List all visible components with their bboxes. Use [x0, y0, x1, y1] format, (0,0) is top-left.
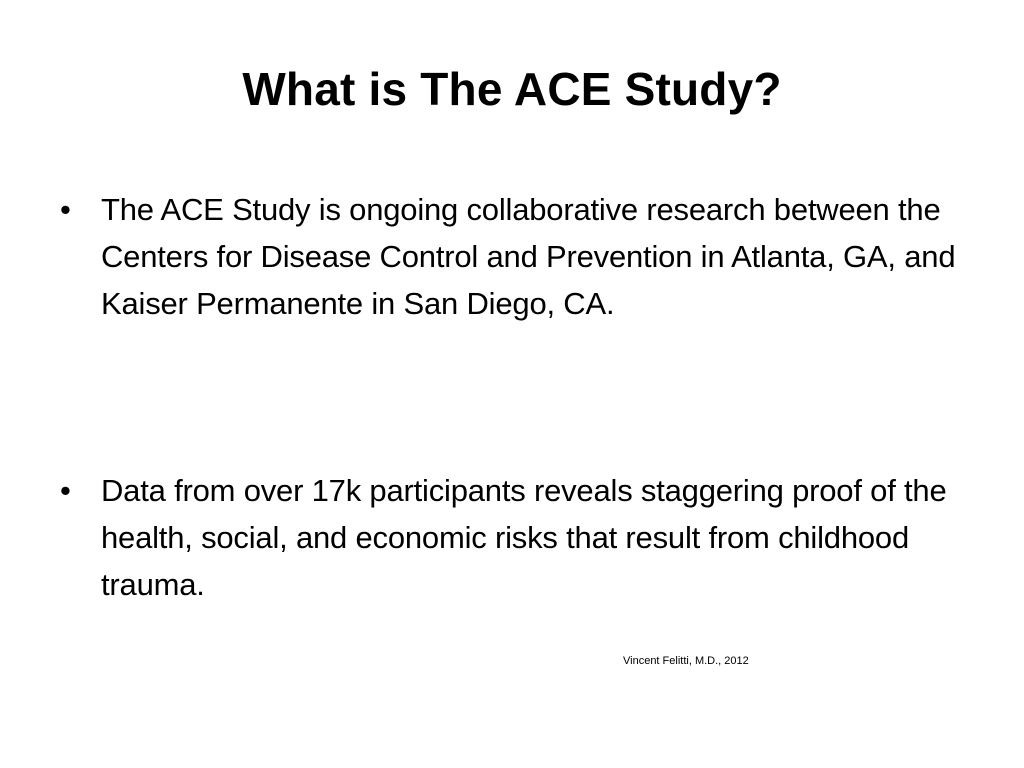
- bullet-text: The ACE Study is ongoing collaborative research between the Centers for Disease Control and Prevention in Atlanta, GA, and Kaiser Permanente in San Diego, CA.: [101, 192, 956, 321]
- slide-title: What is The ACE Study?: [242, 63, 782, 115]
- bullet-list: [60, 186, 970, 608]
- bullet-text: Data from over 17k participants reveals staggering proof of the health, social, and economic risks that result from childhood trauma.: [101, 473, 947, 602]
- bullet-icon: •: [60, 473, 71, 508]
- citation: Vincent Felitti, M.D., 2012: [623, 655, 749, 667]
- bullet-item: [60, 186, 970, 327]
- bullet-item: [60, 467, 970, 608]
- bullet-icon: •: [60, 192, 71, 227]
